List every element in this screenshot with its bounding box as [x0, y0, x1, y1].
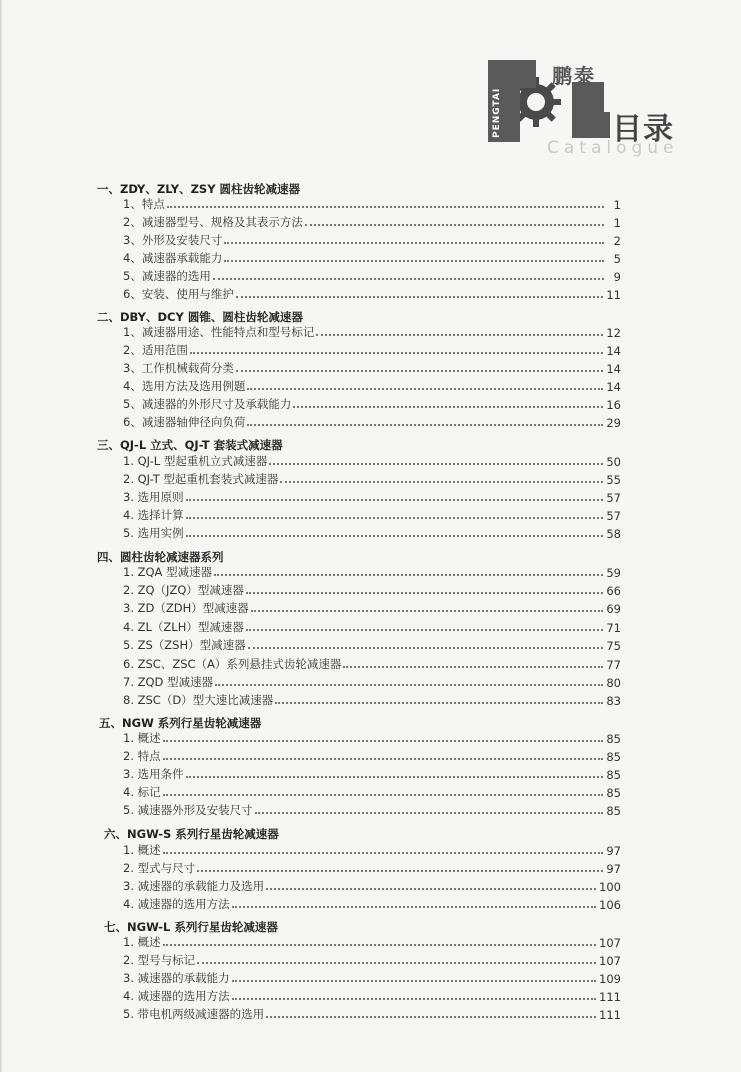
dot-leader [197, 870, 603, 872]
entry-label: 3. 减速器的承载能力及选用 [123, 879, 265, 893]
entry-page: 111 [599, 990, 621, 1004]
entry-page: 85 [606, 786, 621, 800]
entry-label: 2、减速器型号、规格及其表示方法 [123, 215, 303, 229]
toc-entry[interactable] [123, 284, 621, 302]
entry-page: 55 [606, 473, 621, 487]
entry-page: 75 [606, 639, 621, 653]
toc-entry[interactable] [123, 562, 621, 580]
dot-leader [275, 702, 603, 704]
dot-leader [186, 517, 604, 519]
dot-leader [214, 574, 603, 576]
dot-leader [213, 278, 604, 280]
entry-label: 5、减速器的外形尺寸及承载能力 [123, 397, 292, 411]
catalog-title-en: Catalogue [547, 138, 679, 158]
entry-label: 6、安装、使用与维护 [123, 287, 234, 301]
entry-page: 14 [606, 380, 621, 394]
toc-entry[interactable] [123, 394, 621, 412]
dot-leader [266, 1016, 596, 1018]
dot-leader [293, 406, 603, 408]
dot-leader [269, 463, 603, 465]
entry-label: 8. ZSC（D）型大速比减速器 [123, 693, 274, 707]
entry-page: 1 [613, 216, 621, 230]
toc-entry[interactable] [123, 487, 621, 505]
toc-entry[interactable] [123, 894, 621, 912]
entry-page: 14 [606, 344, 621, 358]
toc-entry[interactable] [123, 617, 621, 635]
entry-label: 4. ZL（ZLH）型减速器 [123, 620, 244, 634]
entry-page: 85 [606, 732, 621, 746]
entry-label: 6. ZSC、ZSC（A）系列悬挂式齿轮减速器 [123, 657, 342, 671]
entry-page: 12 [606, 326, 621, 340]
entry-label: 1. QJ-L 型起重机立式减速器 [123, 454, 268, 468]
toc-entry[interactable] [123, 322, 621, 340]
toc-entry[interactable] [123, 580, 621, 598]
entry-page: 107 [599, 954, 621, 968]
toc-entry[interactable] [123, 672, 621, 690]
entry-label: 4. 减速器的选用方法 [123, 897, 230, 911]
entry-label: 3. 选用原则 [123, 490, 184, 504]
entry-page: 85 [606, 804, 621, 818]
brand-name-cn: 鹏泰 [552, 64, 596, 88]
entry-page: 97 [606, 862, 621, 876]
toc-entry[interactable] [123, 266, 621, 284]
dot-leader [224, 242, 604, 244]
entry-label: 4. 减速器的选用方法 [123, 989, 230, 1003]
entry-page: 97 [606, 844, 621, 858]
section-title-2: 二、DBY、DCY 圆锥、圆柱齿轮减速器 [97, 310, 303, 324]
entry-label: 3、外形及安装尺寸 [123, 233, 223, 247]
dot-leader [163, 758, 604, 760]
entry-label: 2. 特点 [123, 749, 161, 763]
entry-page: 16 [606, 398, 621, 412]
dot-leader [163, 944, 596, 946]
entry-page: 85 [606, 768, 621, 782]
entry-label: 1. ZQA 型减速器 [123, 565, 213, 579]
toc-entry[interactable] [123, 968, 621, 986]
toc-entry[interactable] [123, 840, 621, 858]
dot-leader [163, 740, 604, 742]
entry-page: 111 [599, 1008, 621, 1022]
entry-page: 5 [613, 252, 621, 266]
entry-page: 83 [606, 694, 621, 708]
entry-label: 3. 选用条件 [123, 767, 184, 781]
entry-label: 3. 减速器的承载能力 [123, 971, 230, 985]
dot-leader [190, 352, 604, 354]
entry-label: 6、减速器轴伸径向负荷 [123, 415, 246, 429]
toc-entry[interactable] [123, 800, 621, 818]
entry-page: 50 [606, 455, 621, 469]
entry-label: 1. 概述 [123, 843, 161, 857]
entry-label: 2、适用范围 [123, 343, 188, 357]
dot-leader [232, 906, 596, 908]
dot-leader [236, 296, 604, 298]
dot-leader [246, 592, 603, 594]
entry-page: 57 [606, 491, 621, 505]
toc-entry[interactable] [123, 376, 621, 394]
toc-entry[interactable] [123, 451, 621, 469]
section-title-3: 三、QJ-L 立式、QJ-T 套装式减速器 [97, 438, 283, 452]
dot-leader [186, 535, 604, 537]
dot-leader [247, 424, 603, 426]
dot-leader [167, 206, 604, 208]
entry-label: 1. 概述 [123, 731, 161, 745]
dot-leader [197, 962, 596, 964]
dot-leader [248, 647, 604, 649]
dot-leader [163, 794, 604, 796]
entry-page: 11 [606, 288, 621, 302]
brand-vertical-text: PENGTAI [492, 87, 502, 138]
dot-leader [280, 481, 603, 483]
toc-entry[interactable] [123, 598, 621, 616]
toc-entry[interactable] [123, 654, 621, 672]
dot-leader [266, 888, 596, 890]
entry-label: 1、减速器用途、性能特点和型号标记 [123, 325, 315, 339]
toc-entry[interactable] [123, 728, 621, 746]
entry-page: 29 [606, 416, 621, 430]
dot-leader [246, 629, 604, 631]
toc-entry[interactable] [123, 950, 621, 968]
toc-entry[interactable] [123, 986, 621, 1004]
entry-page: 2 [613, 234, 621, 248]
toc-entry[interactable] [123, 932, 621, 950]
section-title-5: 五、NGW 系列行星齿轮减速器 [99, 716, 262, 730]
entry-page: 80 [606, 676, 621, 690]
entry-label: 1. 概述 [123, 935, 161, 949]
section-title-1: 一、ZDY、ZLY、ZSY 圆柱齿轮减速器 [97, 182, 301, 196]
section-title-7: 七、NGW-L 系列行星齿轮减速器 [104, 920, 278, 934]
toc-entry[interactable] [123, 469, 621, 487]
entry-label: 5. ZS（ZSH）型减速器 [123, 638, 246, 652]
entry-label: 5、减速器的选用 [123, 269, 211, 283]
entry-label: 2. 型号与标记 [123, 953, 196, 967]
entry-page: 109 [599, 972, 621, 986]
toc-entry[interactable] [123, 523, 621, 541]
dot-leader [251, 610, 604, 612]
entry-label: 5. 带电机两级减速器的选用 [123, 1007, 265, 1021]
entry-label: 1、特点 [123, 197, 165, 211]
entry-page: 69 [606, 602, 621, 616]
toc-entry[interactable] [123, 358, 621, 376]
toc-entry[interactable] [123, 876, 621, 894]
toc-entry[interactable] [123, 635, 621, 653]
entry-page: 14 [606, 362, 621, 376]
entry-label: 4、减速器承载能力 [123, 251, 223, 265]
dot-leader [316, 334, 603, 336]
entry-label: 3、工作机械载荷分类 [123, 361, 234, 375]
toc-entry[interactable] [123, 412, 621, 430]
dot-leader [305, 224, 604, 226]
entry-label: 3. ZD（ZDH）型减速器 [123, 601, 249, 615]
toc-entry[interactable] [123, 746, 621, 764]
entry-label: 7. ZQD 型减速器 [123, 675, 214, 689]
entry-label: 4. 标记 [123, 785, 161, 799]
catalog-title-cn: 目录 [612, 112, 674, 147]
entry-label: 2. 型式与尺寸 [123, 861, 196, 875]
toc-entry[interactable] [123, 1004, 621, 1022]
entry-page: 106 [599, 898, 621, 912]
entry-page: 100 [599, 880, 621, 894]
entry-page: 9 [613, 270, 621, 284]
entry-page: 66 [606, 584, 621, 598]
entry-label: 2. ZQ（JZQ）型减速器 [123, 583, 244, 597]
entry-label: 4、选用方法及选用例题 [123, 379, 246, 393]
toc-entry[interactable] [123, 858, 621, 876]
toc-entry[interactable] [123, 764, 621, 782]
section-title-6: 六、NGW-S 系列行星齿轮减速器 [104, 827, 279, 841]
dot-leader [186, 499, 604, 501]
entry-page: 77 [606, 658, 621, 672]
entry-page: 107 [599, 936, 621, 950]
entry-label: 5. 减速器外形及安装尺寸 [123, 803, 253, 817]
entry-page: 85 [606, 750, 621, 764]
dot-leader [163, 852, 604, 854]
toc-entry[interactable] [123, 230, 621, 248]
dot-leader [236, 370, 604, 372]
dot-leader [224, 260, 604, 262]
entry-page: 59 [606, 566, 621, 580]
entry-page: 1 [613, 198, 621, 212]
dot-leader [232, 998, 596, 1000]
toc-entry[interactable] [123, 690, 621, 708]
toc-entry[interactable] [123, 212, 621, 230]
section-title-4: 四、圆柱齿轮减速器系列 [97, 550, 224, 564]
dot-leader [343, 666, 603, 668]
dot-leader [247, 388, 603, 390]
toc-entry[interactable] [123, 782, 621, 800]
toc-entry[interactable] [123, 194, 621, 212]
entry-page: 57 [606, 509, 621, 523]
dot-leader [232, 980, 596, 982]
dot-leader [215, 684, 603, 686]
entry-label: 4. 选择计算 [123, 508, 184, 522]
toc-entry[interactable] [123, 505, 621, 523]
entry-page: 58 [606, 527, 621, 541]
entry-label: 5. 选用实例 [123, 526, 184, 540]
entry-label: 2. QJ-T 型起重机套装式减速器 [123, 472, 279, 486]
toc-entry[interactable] [123, 248, 621, 266]
toc-entry[interactable] [123, 340, 621, 358]
dot-leader [255, 812, 604, 814]
dot-leader [186, 776, 604, 778]
entry-page: 71 [606, 621, 621, 635]
